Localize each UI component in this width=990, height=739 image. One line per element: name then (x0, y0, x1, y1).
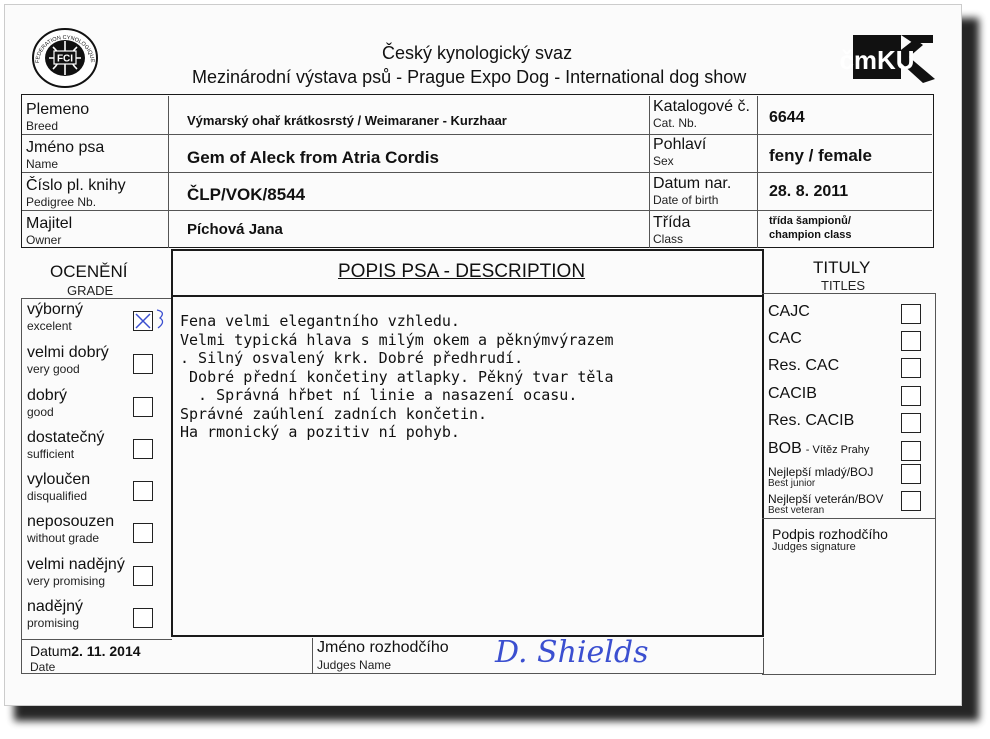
owner-value: Píchová Jana (187, 221, 283, 238)
title-label-1 (768, 330, 802, 348)
grade-label-0: výborný (27, 301, 84, 318)
title-label-3 (768, 385, 817, 403)
judge-sub: Judges Name (317, 658, 392, 672)
grade-checkbox-5[interactable] (133, 523, 153, 543)
name-label: Jméno psa (26, 139, 105, 156)
title-checkbox-6[interactable] (901, 464, 921, 484)
grade-checkbox-1[interactable] (133, 354, 153, 374)
header-line-2: Mezinárodní výstava psů - Prague Expo Dog - International dog show (192, 67, 747, 87)
title-label-text: Res. CACIB (768, 412, 855, 429)
title-checkbox-3[interactable] (901, 386, 921, 406)
cat-value: 6644 (769, 109, 805, 126)
cat-label: Katalogové č. (653, 98, 750, 115)
title-label-text: Nejlepší mladý/BOJ (768, 465, 874, 479)
date-label-text: Datum (30, 643, 72, 659)
title-label-text: Res. CAC (768, 357, 840, 374)
dob-label: Datum nar. (653, 175, 732, 192)
fci-logo-text: FCI (56, 53, 74, 65)
class-value-2: champion class (769, 229, 852, 241)
title-label-2 (768, 357, 839, 375)
date-label (30, 643, 141, 659)
grade-sub-6: very promising (27, 574, 106, 588)
description-line: . Silný osvalený krk. Dobré předhrudí. (180, 349, 524, 367)
title-sub-7: Best veteran (768, 505, 825, 516)
title-label-5 (768, 440, 869, 459)
title-checkbox-1[interactable] (901, 331, 921, 351)
grade-label-7: nadějný (27, 598, 84, 615)
title-label-text: CACIB (768, 385, 817, 402)
sex-sub: Sex (653, 154, 674, 168)
sex-label: Pohlaví (653, 136, 707, 153)
grade-sub-2: good (27, 405, 54, 419)
title-sub-6: Best junior (768, 478, 816, 489)
grade-title: OCENĚNÍ (50, 262, 128, 281)
breed-label: Plemeno (26, 101, 90, 118)
title-label-text: CAJC (768, 303, 810, 320)
judge-label: Jméno rozhodčího (317, 639, 449, 656)
grade-checkbox-2[interactable] (133, 397, 153, 417)
cat-sub: Cat. Nb. (653, 116, 698, 130)
grade-sub-1: very good (27, 362, 80, 376)
pedigree-sub: Pedigree Nb. (26, 195, 97, 209)
judge-signature: D. Shields (495, 635, 649, 670)
breed-sub: Breed (26, 119, 59, 133)
description-line: Fena velmi elegantního vzhledu. (180, 312, 460, 330)
grade-label-5: neposouzen (27, 513, 115, 530)
title-extra: - Vítěz Prahy (805, 444, 870, 456)
titles-subtitle: TITLES (821, 278, 866, 293)
grade-label-2: dobrý (27, 387, 68, 404)
class-value-1: třída šampionů/ (769, 215, 851, 227)
grade-checkbox-0[interactable] (133, 311, 153, 331)
description-title: POPIS PSA - DESCRIPTION (338, 261, 586, 282)
grade-sub-5: without grade (27, 531, 100, 545)
date-value: 2. 11. 2014 (71, 643, 141, 659)
class-label: Třída (653, 214, 691, 231)
grade-checkbox-7[interactable] (133, 608, 153, 628)
owner-label: Majitel (26, 215, 73, 232)
grade-checkbox-3[interactable] (133, 439, 153, 459)
fci-ring-text: FEDERATION CYNOLOGIQUE (34, 34, 96, 64)
grade-sub-3: sufficient (27, 447, 75, 461)
title-checkbox-5[interactable] (901, 441, 921, 461)
description-line: Dobré přední končetiny atlapky. Pěkný tvar těla (180, 367, 614, 386)
pedigree-label: Číslo pl. knihy (26, 177, 126, 194)
title-label-text: CAC (768, 330, 802, 347)
grade-label-3: dostatečný (27, 429, 105, 446)
grade-label-4: vyloučen (27, 471, 91, 488)
name-value: Gem of Aleck from Atria Cordis (187, 148, 439, 167)
cmku-logo-text: čmKU (839, 45, 915, 75)
sex-value: feny / female (769, 146, 872, 165)
title-checkbox-7[interactable] (901, 491, 921, 511)
title-label-0 (768, 303, 810, 321)
description-line: Ha rmonický a pozitiv ní pohyb. (180, 423, 460, 441)
header-line-1: Český kynologický svaz (382, 43, 573, 63)
dob-value: 28. 8. 2011 (769, 183, 849, 200)
grade-checkbox-4[interactable] (133, 481, 153, 501)
description-box (171, 249, 764, 637)
name-sub: Name (26, 157, 59, 171)
grade-checkbox-6[interactable] (133, 566, 153, 586)
grade-subtitle: GRADE (67, 283, 114, 298)
title-checkbox-0[interactable] (901, 304, 921, 324)
pedigree-value: ČLP/VOK/8544 (187, 185, 306, 204)
grade-sub-7: promising (27, 616, 80, 630)
cmku-logo (839, 31, 937, 87)
grade-sub-0: excelent (27, 319, 72, 333)
class-sub: Class (653, 232, 684, 246)
date-sub: Date (30, 660, 56, 674)
title-label-text: BOB (768, 440, 802, 457)
title-checkbox-2[interactable] (901, 358, 921, 378)
breed-value: Výmarský ohař krátkosrstý / Weimaraner - Kurzhaar (187, 113, 507, 128)
sign-label: Podpis rozhodčího (772, 526, 888, 542)
dob-sub: Date of birth (653, 193, 719, 207)
owner-sub: Owner (26, 233, 62, 247)
title-label-text: Nejlepší veterán/BOV (768, 492, 884, 506)
judging-sheet (4, 4, 962, 706)
description-line: Správné zaúhlení zadních končetin. (180, 404, 488, 423)
grade-label-6: velmi nadějný (27, 556, 125, 573)
sign-sub: Judges signature (772, 541, 856, 553)
grade-label-1: velmi dobrý (27, 344, 109, 361)
grade-sub-4: disqualified (27, 489, 88, 503)
titles-title: TITULY (813, 258, 871, 277)
fci-logo (31, 27, 99, 89)
description-line: Velmi typická hlava s milým okem a pěknýmvýrazem (180, 330, 614, 349)
title-label-4 (768, 412, 854, 430)
description-line: . Správná hřbet ní linie a nasazení ocasu. (180, 386, 578, 404)
title-checkbox-4[interactable] (901, 413, 921, 433)
check-mark-icon (134, 312, 152, 330)
